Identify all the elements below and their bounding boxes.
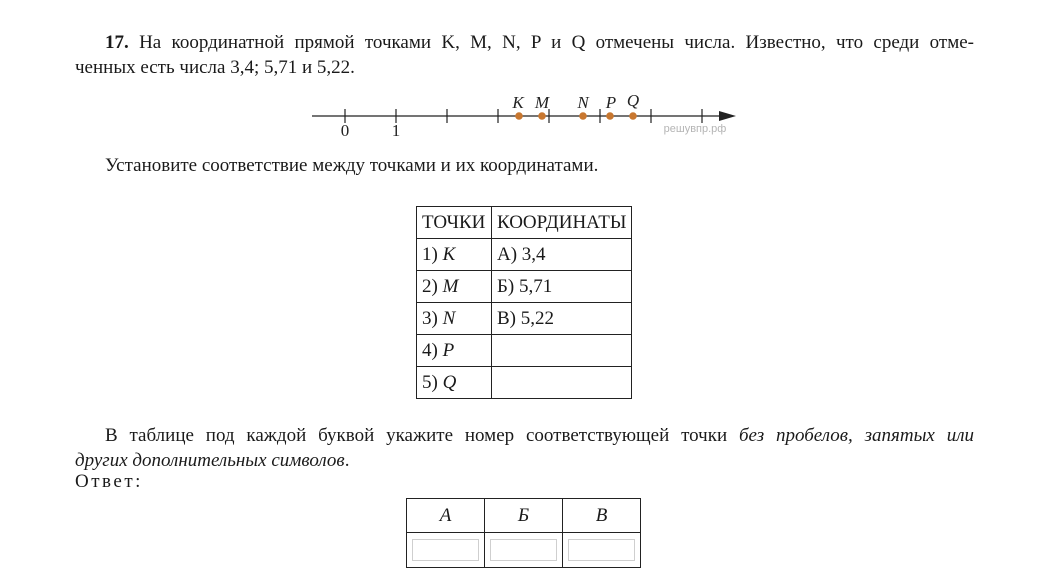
answer-header-v: В: [563, 499, 641, 533]
point-p: [606, 112, 614, 120]
table-row: [417, 271, 632, 303]
match-table-header: [417, 207, 632, 239]
tick-label-0: 0: [340, 121, 350, 140]
row-point: K: [442, 243, 456, 265]
row-coordinate: А) 3,4: [492, 239, 632, 271]
header-points: ТОЧКИ: [417, 207, 492, 239]
row-number: 1): [422, 243, 438, 265]
note-line-1: [75, 423, 974, 448]
row-point: Q: [442, 371, 457, 393]
note-plain: В таблице под каждой буквой укажите номер соответствующей точки: [105, 425, 728, 446]
note-italic-2: других дополнительных символов: [75, 450, 345, 471]
row-coordinate: В) 5,22: [492, 303, 632, 335]
answer-header-b: Б: [485, 499, 563, 533]
point-label-p: P: [605, 93, 617, 112]
answer-input-a[interactable]: [412, 539, 479, 561]
number-line: [0, 0, 1064, 160]
note-line-2: [75, 448, 974, 473]
answer-input-b[interactable]: [490, 539, 557, 561]
match-table: [416, 206, 632, 399]
row-number: 2): [422, 275, 438, 297]
answer-input-row: [407, 533, 641, 568]
answer-label: Ответ:: [75, 471, 143, 492]
point-label-n: N: [577, 93, 589, 112]
row-number: 3): [422, 307, 438, 329]
task-number: 17.: [105, 32, 129, 53]
tick-label-1: 1: [391, 121, 401, 140]
task-line-2: ченных есть числа 3,4; 5,71 и 5,22.: [75, 57, 355, 78]
row-number: 5): [422, 371, 438, 393]
point-q: [629, 112, 637, 120]
row-number: 4): [422, 339, 438, 361]
row-coordinate: [492, 367, 632, 399]
table-row: [417, 303, 632, 335]
point-m: [538, 112, 546, 120]
answer-table: [406, 498, 641, 568]
point-n: [579, 112, 587, 120]
point-label-m: M: [534, 93, 550, 112]
row-coordinate: Б) 5,71: [492, 271, 632, 303]
number-line-arrow: [719, 111, 736, 121]
answer-input-v[interactable]: [568, 539, 635, 561]
instruction-text: Установите соответствие между точками и их координатами.: [105, 155, 599, 176]
table-row: [417, 239, 632, 271]
task-text-line-1: На координатной прямой точками K, M, N, P и Q отмечены числа. Известно, что среди отме-: [139, 32, 975, 53]
watermark: решувпр.рф: [663, 123, 727, 135]
row-coordinate: [492, 335, 632, 367]
note-end: .: [344, 450, 350, 471]
row-point: P: [442, 339, 455, 361]
table-row: [417, 335, 632, 367]
point-k: [515, 112, 523, 120]
row-point: N: [442, 307, 456, 329]
answer-header-a: А: [407, 499, 485, 533]
table-row: [417, 367, 632, 399]
point-label-q: Q: [626, 91, 640, 110]
row-point: M: [442, 275, 459, 297]
answer-table-header: [407, 499, 641, 533]
note-italic-1: без пробелов, запятых или: [738, 425, 974, 446]
header-coordinates: КООРДИНАТЫ: [492, 207, 632, 239]
point-label-k: K: [512, 93, 524, 112]
